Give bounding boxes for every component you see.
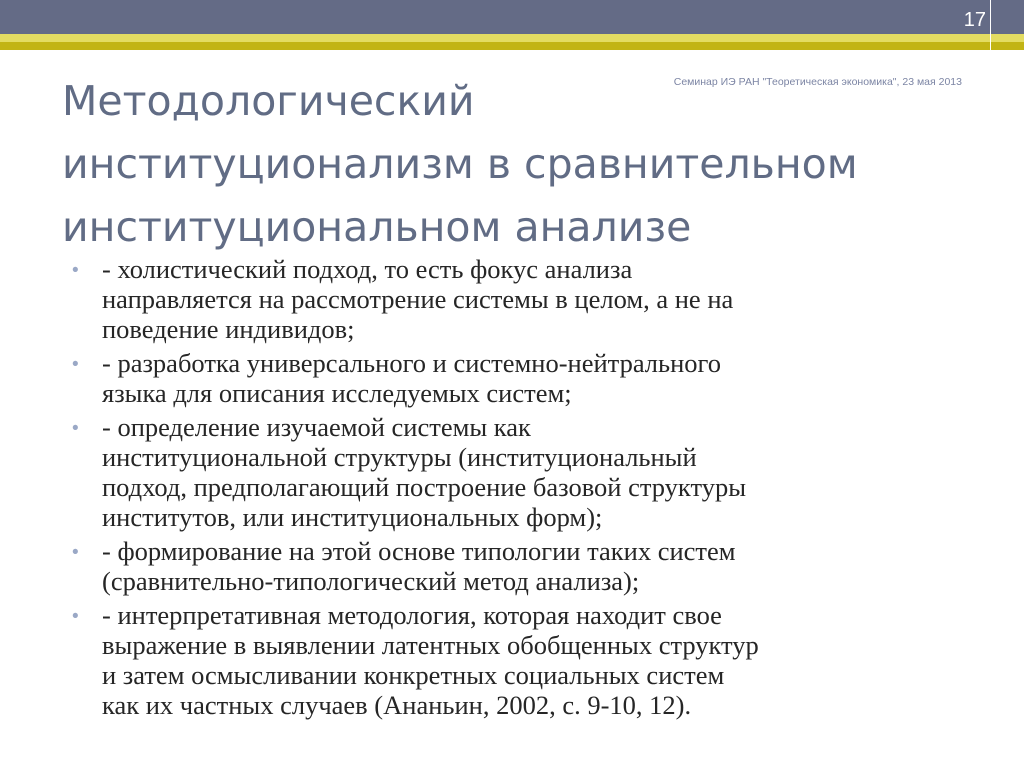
bullet-line: поведение индивидов; [102,314,355,344]
header-stripe-dark [0,42,1024,50]
bullet-line: (сравнительно-типологический метод анализа); [102,566,640,596]
bullet-text [102,536,972,596]
header-band [0,0,1024,34]
bullet-item [72,412,972,532]
slide-number-divider [990,0,991,50]
bullet-line: - холистический подход, то есть фокус анализа [102,254,633,284]
bullet-item [72,536,972,596]
bullet-dot-icon: • [72,260,79,281]
slide-number: 17 [963,9,986,31]
bullet-dot-icon: • [72,354,79,375]
bullet-line: - разработка универсального и системно-нейтрального [102,348,722,378]
bullet-line: и затем осмысливании конкретных социальных систем [102,660,725,690]
bullet-line: языка для описания исследуемых систем; [102,378,572,408]
seminar-note: Семинар ИЭ РАН "Теоретическая экономика", 23 мая 2013 [673,76,962,88]
bullet-line: - определение изучаемой системы как [102,412,531,442]
bullet-line: выражение в выявлении латентных обобщенных структур [102,630,759,660]
bullet-text [102,254,972,344]
bullet-text [102,600,972,720]
slide-title [62,70,982,259]
bullet-item [72,348,972,408]
bullet-list [72,254,972,724]
bullet-dot-icon: • [72,418,79,439]
bullet-text [102,348,972,408]
bullet-line: направляется на рассмотрение системы в целом, а не на [102,284,734,314]
bullet-text [102,412,972,532]
slide-title-line: Методологический [62,77,475,125]
bullet-item [72,254,972,344]
bullet-dot-icon: • [72,542,79,563]
bullet-line: - интерпретативная методология, которая находит свое [102,600,722,630]
header-stripe-light [0,34,1024,42]
bullet-line: институтов, или институциональных форм); [102,502,603,532]
bullet-dot-icon: • [72,606,79,627]
bullet-line: подход, предполагающий построение базовой структуры [102,472,746,502]
slide-title-line: институционализм в сравнительном [62,140,858,188]
bullet-item [72,600,972,720]
bullet-line: институциональной структуры (институциональный [102,442,697,472]
slide-title-line: институциональном анализе [62,203,692,251]
bullet-line: - формирование на этой основе типологии таких систем [102,536,736,566]
bullet-line: как их частных случаев (Ананьин, 2002, с. 9-10, 12). [102,690,692,720]
